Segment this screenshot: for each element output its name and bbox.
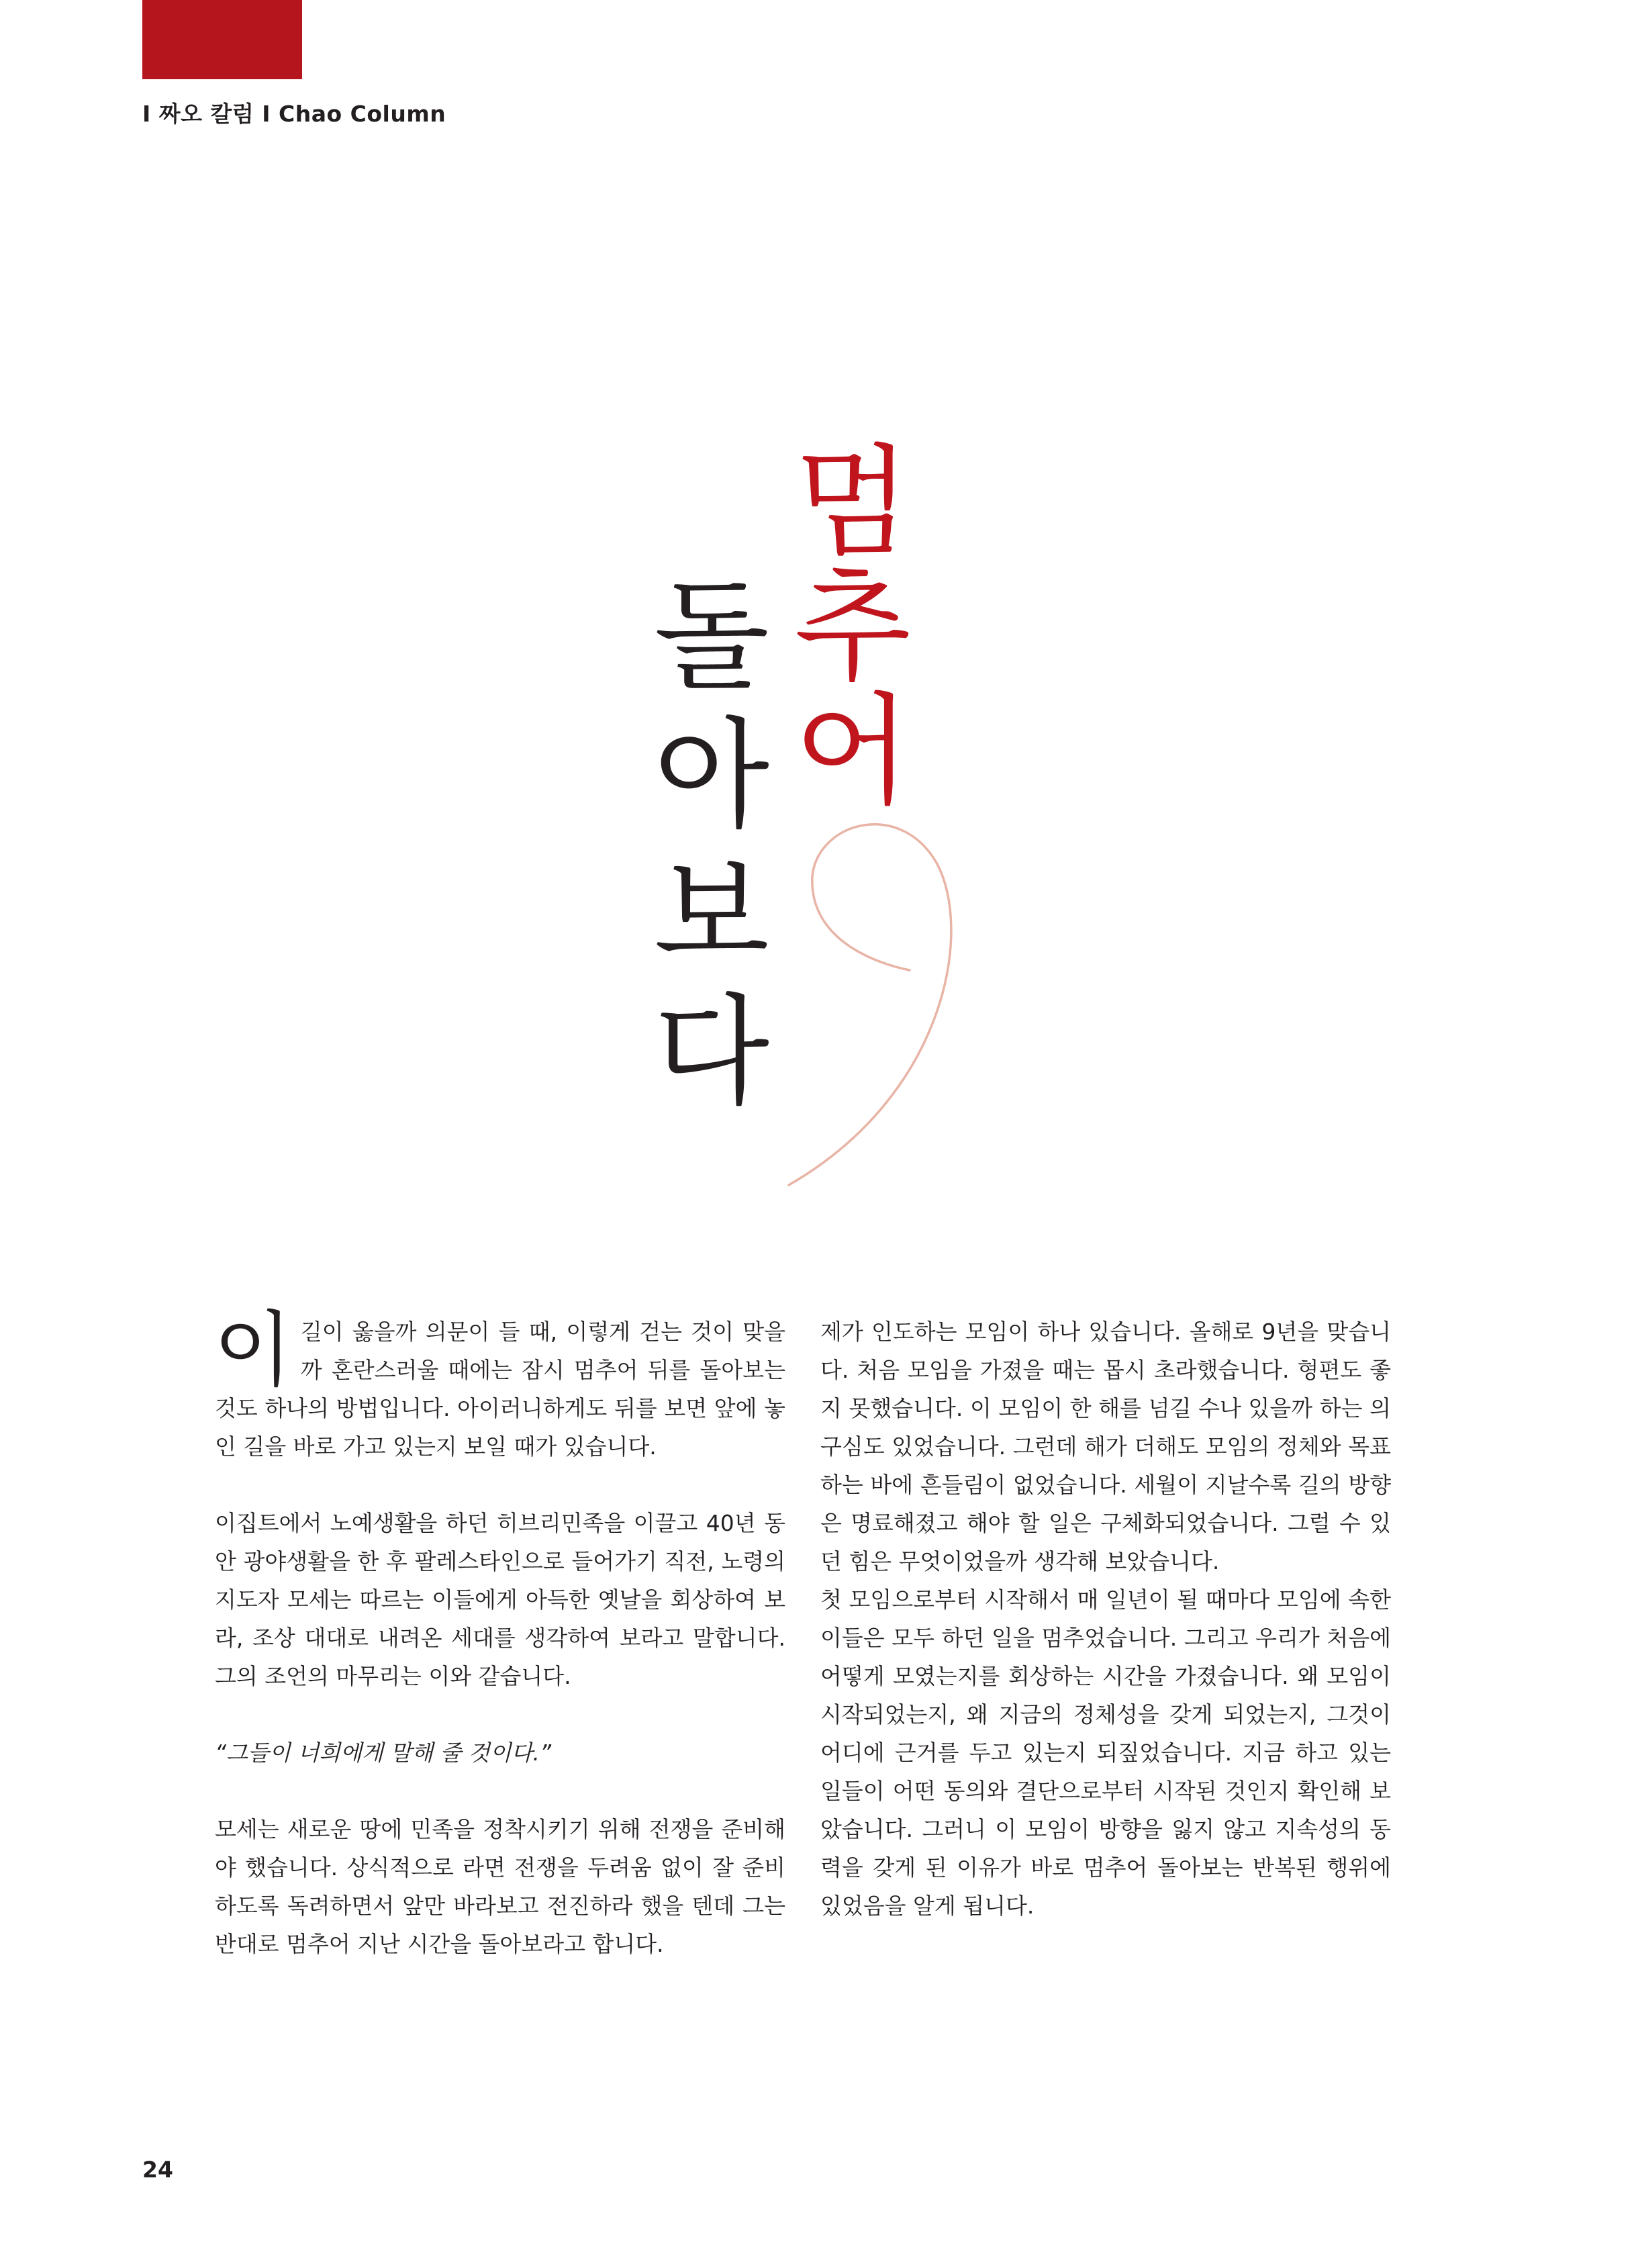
- title-black-column: [644, 567, 779, 1131]
- title-char: 멈: [794, 433, 911, 573]
- title-red-column: [785, 433, 920, 822]
- article-paragraph: 제가 인도하는 모임이 하나 있습니다. 올해로 9년을 맞습니다. 처음 모임을 가졌을 때는 몹시 초라했습니다. 형편도 좋지 못했습니다. 이 모임이 한 해를 넘길 수나 있을까 하는 의구심도 있었습니다. 그런데 해가 더해도 모임의 정체와 목표하는 바에 흔들림이 없었습니다. 세월이 지날수록 길의 방향은 명료해졌고 해야 할 일은 구체화되었습니다. 그럴 수 있던 힘은 무엇이었을까 생각해 보았습니다.: [820, 1319, 1391, 1574]
- quote-line: “그들이 너희에게 말해 줄 것이다.”: [215, 1740, 552, 1766]
- title-char: 다: [654, 982, 769, 1121]
- paragraph-text: 길이 옳을까 의문이 들 때, 이렇게 걷는 것이 맞을까 혼란스러울 때에는 잠시 멈추어 뒤를 돌아보는 것도 하나의 방법입니다. 아이러니하게도 뒤를 보면 앞에 놓인 길을 바로 가고 있는지 보일 때가 있습니다.: [215, 1319, 785, 1460]
- title-char: 아: [654, 706, 769, 845]
- title-char: 돌: [654, 567, 769, 706]
- article-paragraph: 모세는 새로운 땅에 민족을 정착시키기 위해 전쟁을 준비해야 했습니다. 상식적으로 라면 전쟁을 두려움 없이 잘 준비하도록 독려하면서 앞만 바라보고 전진하라 했을 텐데 그는 반대로 멈추어 지난 시간을 돌아보라고 합니다.: [215, 1816, 785, 1957]
- title-char: 추: [794, 557, 911, 698]
- drop-cap: 이: [213, 1303, 293, 1398]
- title-char: 보: [654, 844, 769, 983]
- article-paragraph: 이집트에서 노예생활을 하던 히브리민족을 이끌고 40년 동안 광야생활을 한 후 팔레스타인으로 들어가기 직전, 노령의 지도자 모세는 따르는 이들에게 아득한 옛날을 회상하여 보라, 조상 대대로 내려온 세대를 생각하여 보라고 말합니다. 그의 조언의 마무리는 이와 같습니다.: [215, 1510, 785, 1689]
- title-char: 어: [794, 681, 911, 822]
- article-paragraph: 첫 모임으로부터 시작해서 매 일년이 될 때마다 모임에 속한 이들은 모두 하던 일을 멈추었습니다. 그리고 우리가 처음에 어떻게 모였는지를 회상하는 시간을 가졌습니다. 왜 모임이 시작되었는지, 왜 지금의 정체성을 갖게 되었는지, 그것이 어디에 근거를 두고 있는지 되짚었습니다. 지금 하고 있는 일들이 어떤 동의와 결단으로부터 시작된 것인지 확인해 보았습니다. 그러니 이 모임이 방향을 잃지 않고 지속성의 동력을 갖게 된 이유가 바로 멈추어 돌아보는 반복된 행위에 있었음을 알게 됩니다.: [820, 1587, 1392, 1919]
- section-label: I 짜오 칼럼 I Chao Column: [142, 101, 446, 127]
- header-red-block: [142, 0, 302, 79]
- article-paragraph: [213, 1303, 785, 1466]
- decorative-comma-graphic: [772, 806, 973, 1195]
- article-right-column: [820, 1313, 1391, 1925]
- page-number: 24: [142, 2157, 173, 2183]
- article-left-column: [213, 1303, 785, 1963]
